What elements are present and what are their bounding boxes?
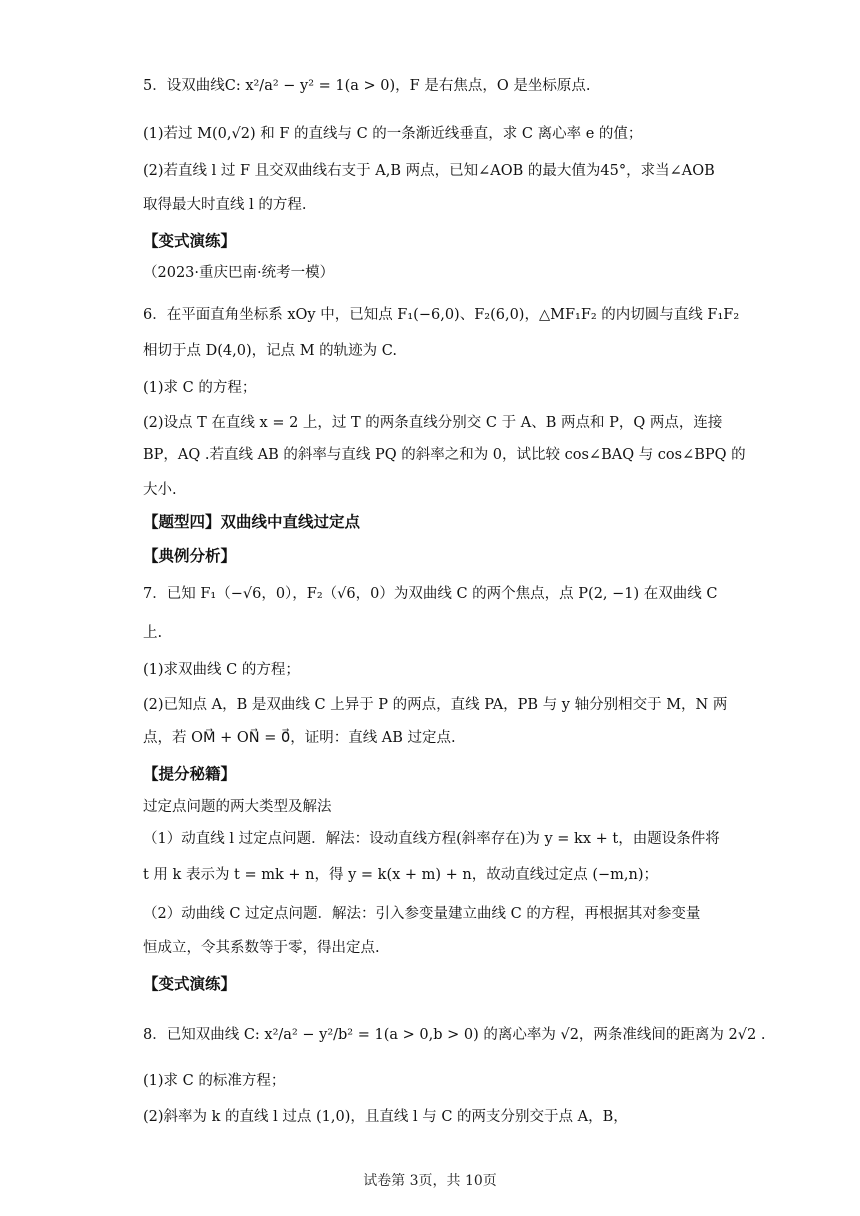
problem7-part2-a: (2)已知点 A，B 是双曲线 C 上异于 P 的两点，直线 PA，PB 与 y 轴分别相交于 M，N 两	[143, 697, 728, 713]
problem6-part1: (1)求 C 的方程；	[143, 380, 257, 396]
page-footer: 试卷第 3页，共 10页	[363, 1173, 497, 1189]
problem8-part1: (1)求 C 的标准方程；	[143, 1073, 286, 1089]
tips-intro: 过定点问题的两大类型及解法	[143, 799, 332, 815]
problem8-stem: 8．已知双曲线 C: x²/a² − y²/b² = 1(a > 0,b > 0) 的离心率为 √2，两条准线间的距离为 2√2 .	[143, 1027, 766, 1043]
problem6-part2-c: 大小.	[143, 482, 177, 498]
problem7-stem-a: 7．已知 F₁（−√6，0），F₂（√6，0）为双曲线 C 的两个焦点，点 P(2, −1) 在双曲线 C	[143, 586, 718, 602]
problem7-stem-b: 上.	[143, 625, 163, 641]
source-note: （2023·重庆巴南·统考一模）	[143, 265, 335, 281]
tips-item1-b: t 用 k 表示为 t = mk + n，得 y = k(x + m) + n，故动直线过定点 (−m,n)；	[143, 867, 659, 883]
problem6-stem-a: 6．在平面直角坐标系 xOy 中，已知点 F₁(−6,0)、F₂(6,0)，△MF₁F₂ 的内切圆与直线 F₁F₂	[143, 307, 740, 323]
tips-item2-a: （2）动曲线 C 过定点问题．解法：引入参变量建立曲线 C 的方程，再根据其对参变量	[143, 906, 701, 922]
problem5-stem: 5．设双曲线C: x²/a² − y² = 1(a > 0)，F 是右焦点，O 是坐标原点.	[143, 78, 591, 94]
section-tips: 【提分秘籍】	[143, 764, 237, 783]
problem7-part2-b: 点，若 OM⃗ + ON⃗ = 0⃗，证明：直线 AB 过定点.	[143, 730, 456, 746]
section-example: 【典例分析】	[143, 546, 237, 565]
problem5-part1: (1)若过 M(0,√2) 和 F 的直线与 C 的一条渐近线垂直，求 C 离心率 e 的值；	[143, 126, 643, 142]
problem5-part2-b: 取得最大时直线 l 的方程.	[143, 197, 307, 213]
section-type4-title: 【题型四】双曲线中直线过定点	[143, 512, 361, 531]
problem7-part1: (1)求双曲线 C 的方程；	[143, 662, 300, 678]
problem6-part2-b: BP，AQ .若直线 AB 的斜率与直线 PQ 的斜率之和为 0，试比较 cos∠BAQ 与 cos∠BPQ 的	[143, 447, 746, 463]
problem6-part2-a: (2)设点 T 在直线 x = 2 上，过 T 的两条直线分别交 C 于 A、B 两点和 P，Q 两点，连接	[143, 415, 723, 431]
section-variant-2: 【变式演练】	[143, 974, 237, 993]
problem8-part2: (2)斜率为 k 的直线 l 过点 (1,0)，且直线 l 与 C 的两支分别交于点 A，B，	[143, 1109, 628, 1125]
tips-item2-b: 恒成立，令其系数等于零，得出定点.	[143, 940, 380, 956]
tips-item1-a: （1）动直线 l 过定点问题．解法：设动直线方程(斜率存在)为 y = kx + t，由题设条件将	[143, 831, 720, 847]
problem6-stem-b: 相切于点 D(4,0)，记点 M 的轨迹为 C.	[143, 343, 397, 359]
problem5-part2-a: (2)若直线 l 过 F 且交双曲线右支于 A,B 两点，已知∠AOB 的最大值为45°，求当∠AOB	[143, 163, 715, 179]
section-variant-1: 【变式演练】	[143, 231, 237, 250]
